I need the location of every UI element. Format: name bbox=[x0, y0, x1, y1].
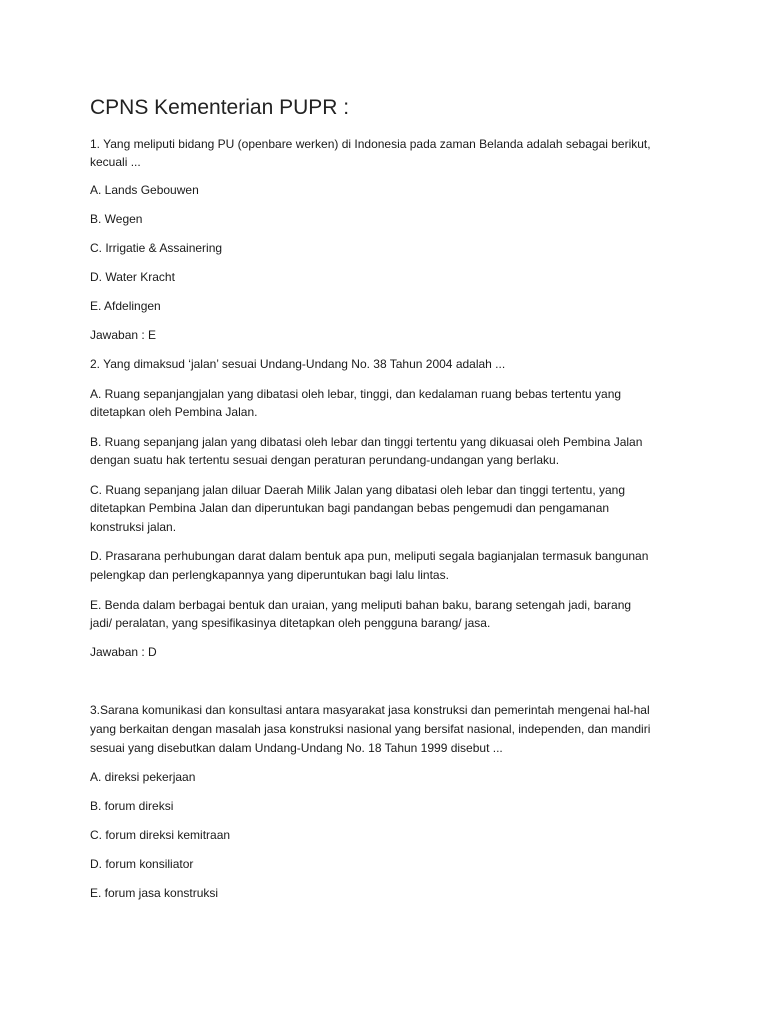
q2-option-b-line-1: B. Ruang sepanjang jalan yang dibatasi oleh lebar dan tinggi tertentu yang dikuasai oleh Pembina Jalan bbox=[90, 435, 643, 449]
q1-option-b: B. Wegen bbox=[90, 212, 143, 226]
q3-text-line-1: 3.Sarana komunikasi dan konsultasi antara masyarakat jasa konstruksi dan pemerintah mengenai hal-hal bbox=[90, 703, 650, 717]
q3-option-a: A. direksi pekerjaan bbox=[90, 770, 196, 784]
q3-option-e: E. forum jasa konstruksi bbox=[90, 886, 219, 900]
q1-text-line-2: kecuali ... bbox=[90, 155, 141, 169]
q1-option-d: D. Water Kracht bbox=[90, 270, 175, 284]
q2-option-e-line-1: E. Benda dalam berbagai bentuk dan uraian, yang meliputi bahan baku, barang setengah jadi, barang bbox=[90, 598, 632, 612]
q2-text: 2. Yang dimaksud ‘jalan’ sesuai Undang-Undang No. 38 Tahun 2004 adalah ... bbox=[90, 357, 506, 371]
q2-option-c-line-3: konstruksi jalan. bbox=[90, 520, 177, 534]
q2-option-e-line-2: jadi/ peralatan, yang spesifikasinya ditetapkan oleh pengguna barang/ jasa. bbox=[90, 616, 491, 630]
q1-answer: Jawaban : E bbox=[90, 328, 157, 342]
q1-option-c: C. Irrigatie & Assainering bbox=[90, 241, 223, 255]
q3-option-b: B. forum direksi bbox=[90, 799, 174, 813]
q1-text-line-1: 1. Yang meliputi bidang PU (openbare werken) di Indonesia pada zaman Belanda adalah sebagai berikut, bbox=[90, 137, 651, 151]
q2-option-c-line-2: ditetapkan Pembina Jalan dan diperuntukan bagi pandangan bebas pengemudi dan pengamanan bbox=[90, 501, 610, 515]
q1-option-a: A. Lands Gebouwen bbox=[90, 183, 199, 197]
q2-option-a-line-1: A. Ruang sepanjangjalan yang dibatasi oleh lebar, tinggi, dan kedalaman ruang bebas tertentu yang bbox=[90, 387, 622, 401]
q3-option-d: D. forum konsiliator bbox=[90, 857, 194, 871]
q2-option-a-line-2: ditetapkan oleh Pembina Jalan. bbox=[90, 405, 258, 419]
q2-option-d-line-2: pelengkap dan perlengkapannya yang diperuntukan bagi lalu lintas. bbox=[90, 568, 449, 582]
q1-option-e: E. Afdelingen bbox=[90, 299, 161, 313]
page-title: CPNS Kementerian PUPR : bbox=[90, 96, 350, 119]
q2-option-c-line-1: C. Ruang sepanjang jalan diluar Daerah Milik Jalan yang dibatasi oleh lebar dan tinggi tertentu, yang bbox=[90, 483, 626, 497]
q2-option-d-line-1: D. Prasarana perhubungan darat dalam bentuk apa pun, meliputi segala bagianjalan termasuk bangunan bbox=[90, 549, 649, 563]
q3-option-c: C. forum direksi kemitraan bbox=[90, 828, 231, 842]
q2-option-b-line-2: dengan suatu hak tertentu sesuai dengan peraturan perundang-undangan yang berlaku. bbox=[90, 453, 560, 467]
q3-text-line-2: yang berkaitan dengan masalah jasa konstruksi nasional yang bersifat nasional, independen, dan mandiri bbox=[90, 722, 651, 736]
q2-answer: Jawaban : D bbox=[90, 645, 157, 659]
q3-text-line-3: sesuai yang disebutkan dalam Undang-Undang No. 18 Tahun 1999 disebut ... bbox=[90, 741, 503, 755]
